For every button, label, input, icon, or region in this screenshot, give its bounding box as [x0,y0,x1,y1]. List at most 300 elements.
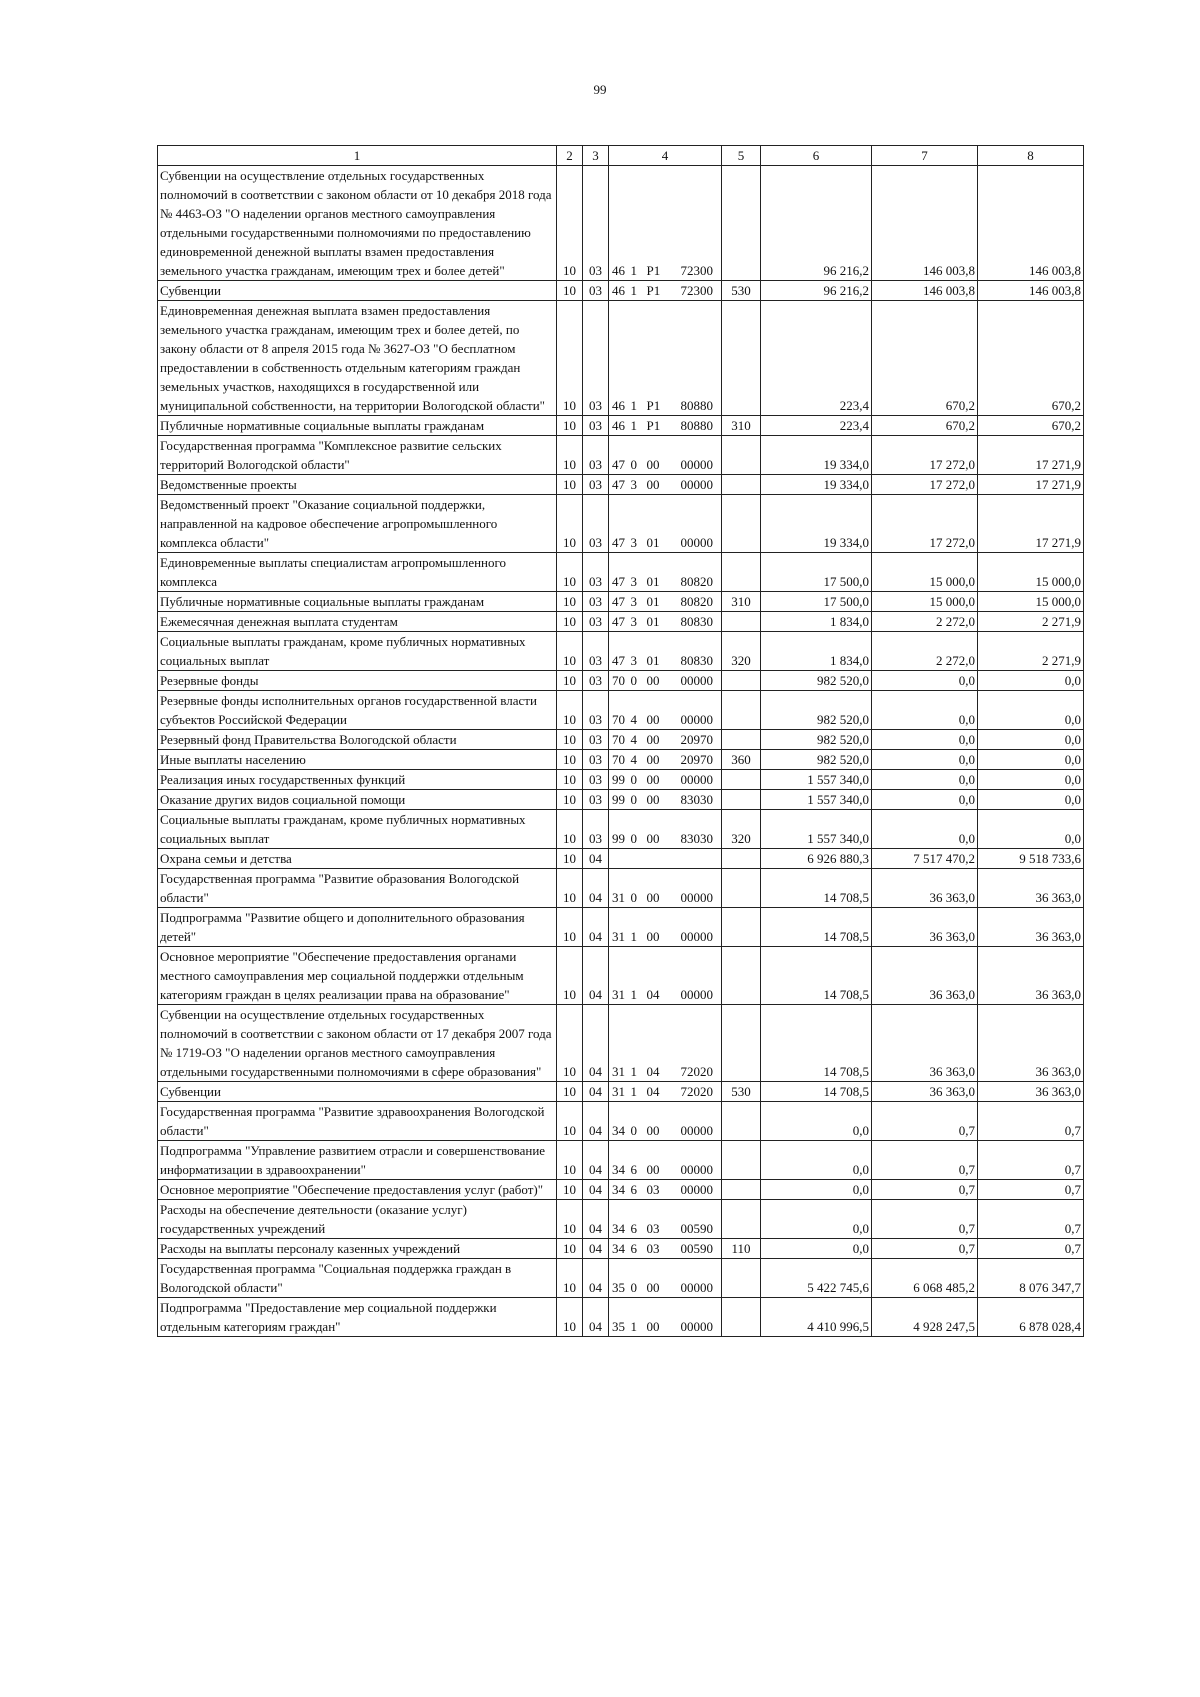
table-row [158,671,1084,691]
cell-name: Единовременные выплаты специалистам агропромышленного комплекса [158,553,557,592]
cell-direction: 00 [645,908,673,947]
cell-expense-type [722,849,761,869]
cell-program: 47 [609,612,629,632]
cell-amount-2: 0,7 [872,1180,978,1200]
cell-expense-code: 72020 [673,1082,722,1102]
cell-amount-1: 223,4 [761,416,872,436]
cell-name: Социальные выплаты гражданам, кроме публичных нормативных социальных выплат [158,632,557,671]
cell-subsection: 04 [583,1200,609,1239]
cell-subsection: 04 [583,947,609,1005]
table-row [158,612,1084,632]
cell-amount-1: 4 410 996,5 [761,1298,872,1337]
cell-direction: 00 [645,671,673,691]
cell-section: 10 [557,1259,583,1298]
cell-name: Единовременная денежная выплата взамен предоставления земельного участка гражданам, имеющим трех и более детей, по закону области от 8 апреля 2015 года № 3627-ОЗ "О бесплатном предоставлении в собственность отдельным категориям граждан земельных участков, находящихся в государственной или муниципальной собственности, на территории Вологодской области" [158,301,557,416]
cell-amount-1: 19 334,0 [761,475,872,495]
page-number: 99 [593,82,607,97]
cell-direction: 03 [645,1180,673,1200]
cell-section: 10 [557,1200,583,1239]
cell-amount-1: 0,0 [761,1141,872,1180]
cell-amount-1: 96 216,2 [761,281,872,301]
cell-subprogram: 3 [629,612,645,632]
cell-section: 10 [557,1082,583,1102]
cell-subsection: 04 [583,1102,609,1141]
table-row [158,1102,1084,1141]
cell-name: Основное мероприятие "Обеспечение предоставления органами местного самоуправления мер социальной поддержки отдельным категориям граждан в целях реализации права на образование" [158,947,557,1005]
cell-subsection: 03 [583,770,609,790]
cell-program: 70 [609,671,629,691]
cell-amount-2: 15 000,0 [872,592,978,612]
cell-name: Социальные выплаты гражданам, кроме публичных нормативных социальных выплат [158,810,557,849]
cell-expense-code: 72300 [673,166,722,281]
cell-amount-3: 0,7 [978,1239,1084,1259]
cell-amount-2: 0,7 [872,1200,978,1239]
cell-amount-1: 17 500,0 [761,592,872,612]
cell-subprogram: 1 [629,1005,645,1082]
cell-amount-3: 0,0 [978,750,1084,770]
cell-subprogram: 1 [629,908,645,947]
cell-subprogram: 0 [629,770,645,790]
cell-program: 46 [609,301,629,416]
cell-amount-1: 14 708,5 [761,1005,872,1082]
cell-section: 10 [557,790,583,810]
cell-name: Реализация иных государственных функций [158,770,557,790]
cell-expense-type [722,436,761,475]
cell-amount-3: 36 363,0 [978,908,1084,947]
cell-amount-2: 0,0 [872,730,978,750]
cell-amount-3: 670,2 [978,416,1084,436]
cell-expense-code: 80880 [673,416,722,436]
table-row [158,1180,1084,1200]
table-row [158,1239,1084,1259]
cell-amount-3: 36 363,0 [978,947,1084,1005]
cell-program: 47 [609,436,629,475]
cell-amount-2: 2 272,0 [872,632,978,671]
cell-amount-3: 15 000,0 [978,553,1084,592]
cell-subprogram: 4 [629,750,645,770]
cell-amount-2: 0,0 [872,671,978,691]
cell-amount-2: 0,7 [872,1102,978,1141]
cell-subprogram: 0 [629,436,645,475]
cell-name: Резервные фонды [158,671,557,691]
table-row [158,475,1084,495]
cell-expense-type [722,691,761,730]
cell-direction: 00 [645,1259,673,1298]
cell-name: Подпрограмма "Развитие общего и дополнительного образования детей" [158,908,557,947]
cell-direction: 00 [645,1298,673,1337]
cell-subprogram: 0 [629,1102,645,1141]
cell-amount-3: 146 003,8 [978,281,1084,301]
cell-subprogram: 6 [629,1239,645,1259]
cell-expense-code: 00000 [673,1259,722,1298]
cell-subprogram: 3 [629,553,645,592]
cell-direction: 00 [645,770,673,790]
cell-expense-code: 00000 [673,1102,722,1141]
cell-subsection: 03 [583,632,609,671]
cell-amount-3: 0,0 [978,730,1084,750]
cell-expense-code: 80880 [673,301,722,416]
header-col-5: 5 [722,146,761,166]
cell-amount-1: 982 520,0 [761,691,872,730]
cell-subsection: 03 [583,416,609,436]
cell-direction: 03 [645,1200,673,1239]
table-row [158,301,1084,416]
cell-amount-3: 0,0 [978,790,1084,810]
cell-expense-code: 00000 [673,1180,722,1200]
cell-section: 10 [557,1141,583,1180]
cell-section: 10 [557,475,583,495]
cell-amount-2: 0,0 [872,810,978,849]
cell-amount-1: 6 926 880,3 [761,849,872,869]
cell-subsection: 03 [583,750,609,770]
cell-direction: 00 [645,810,673,849]
cell-subsection: 04 [583,1298,609,1337]
cell-expense-code: 00590 [673,1239,722,1259]
cell-expense-code: 80820 [673,553,722,592]
cell-program: 35 [609,1298,629,1337]
cell-program: 34 [609,1102,629,1141]
cell-subprogram: 3 [629,475,645,495]
cell-amount-1: 19 334,0 [761,436,872,475]
cell-amount-2: 36 363,0 [872,1082,978,1102]
cell-amount-1: 1 557 340,0 [761,790,872,810]
cell-direction: 01 [645,632,673,671]
cell-name: Субвенции [158,281,557,301]
cell-program: 70 [609,730,629,750]
table-row [158,691,1084,730]
cell-name: Публичные нормативные социальные выплаты гражданам [158,592,557,612]
cell-name: Ведомственный проект "Оказание социальной поддержки, направленной на кадровое обеспечение агропромышленного комплекса области" [158,495,557,553]
header-col-1: 1 [158,146,557,166]
cell-direction: 03 [645,1239,673,1259]
cell-section: 10 [557,592,583,612]
cell-expense-type [722,790,761,810]
cell-subsection: 03 [583,671,609,691]
cell-amount-3: 36 363,0 [978,1082,1084,1102]
cell-direction: 00 [645,475,673,495]
cell-amount-1: 1 834,0 [761,632,872,671]
cell-expense-type [722,1141,761,1180]
cell-amount-1: 14 708,5 [761,1082,872,1102]
cell-direction: P1 [645,166,673,281]
cell-amount-2: 2 272,0 [872,612,978,632]
cell-expense-type [722,1005,761,1082]
cell-program: 46 [609,416,629,436]
cell-section: 10 [557,612,583,632]
cell-name: Субвенции на осуществление отдельных государственных полномочий в соответствии с законом области от 17 декабря 2007 года № 1719-ОЗ "О наделении органов местного самоуправления отдельными государственными полномочиями в сфере образования" [158,1005,557,1082]
table-row [158,1141,1084,1180]
cell-amount-2: 36 363,0 [872,1005,978,1082]
cell-direction: 00 [645,436,673,475]
cell-amount-1: 982 520,0 [761,671,872,691]
cell-amount-3: 0,0 [978,770,1084,790]
cell-direction [645,849,673,869]
cell-expense-type [722,166,761,281]
cell-expense-code: 20970 [673,730,722,750]
cell-amount-2: 0,0 [872,750,978,770]
cell-expense-code: 00000 [673,908,722,947]
cell-expense-type: 530 [722,281,761,301]
cell-section: 10 [557,1180,583,1200]
cell-expense-code: 00000 [673,475,722,495]
cell-amount-2: 0,0 [872,790,978,810]
cell-amount-2: 36 363,0 [872,869,978,908]
cell-direction: 04 [645,947,673,1005]
cell-amount-2: 0,0 [872,770,978,790]
cell-amount-1: 5 422 745,6 [761,1259,872,1298]
cell-name: Государственная программа "Комплексное развитие сельских территорий Вологодской области" [158,436,557,475]
cell-subsection: 04 [583,1141,609,1180]
cell-expense-code: 00000 [673,495,722,553]
cell-subsection: 03 [583,166,609,281]
cell-amount-2: 0,7 [872,1239,978,1259]
cell-amount-3: 17 271,9 [978,436,1084,475]
cell-amount-2: 36 363,0 [872,947,978,1005]
cell-amount-2: 17 272,0 [872,495,978,553]
table-row [158,281,1084,301]
header-col-2: 2 [557,146,583,166]
cell-name: Иные выплаты населению [158,750,557,770]
cell-amount-1: 1 557 340,0 [761,810,872,849]
cell-amount-3: 0,7 [978,1180,1084,1200]
table-row [158,1200,1084,1239]
table-row [158,770,1084,790]
cell-amount-1: 14 708,5 [761,908,872,947]
cell-subprogram: 1 [629,1298,645,1337]
cell-expense-type [722,1259,761,1298]
cell-subsection: 03 [583,790,609,810]
cell-amount-1: 982 520,0 [761,730,872,750]
cell-expense-code: 00000 [673,436,722,475]
cell-program: 47 [609,632,629,671]
cell-program: 31 [609,908,629,947]
cell-expense-code: 72300 [673,281,722,301]
cell-amount-3: 2 271,9 [978,632,1084,671]
cell-subsection: 03 [583,475,609,495]
cell-direction: 01 [645,612,673,632]
cell-section: 10 [557,869,583,908]
cell-expense-code: 20970 [673,750,722,770]
cell-program: 46 [609,281,629,301]
cell-subprogram: 1 [629,416,645,436]
cell-expense-code: 83030 [673,810,722,849]
cell-expense-code: 00000 [673,671,722,691]
cell-program: 99 [609,790,629,810]
cell-amount-3: 0,0 [978,810,1084,849]
cell-subsection: 03 [583,301,609,416]
cell-section: 10 [557,553,583,592]
cell-amount-3: 146 003,8 [978,166,1084,281]
cell-amount-3: 0,0 [978,691,1084,730]
cell-expense-type [722,553,761,592]
cell-amount-1: 982 520,0 [761,750,872,770]
cell-section: 10 [557,416,583,436]
cell-section: 10 [557,632,583,671]
table-row [158,849,1084,869]
cell-subprogram: 1 [629,166,645,281]
cell-expense-type: 530 [722,1082,761,1102]
cell-direction: P1 [645,281,673,301]
header-col-7: 7 [872,146,978,166]
cell-section: 10 [557,436,583,475]
cell-direction: 00 [645,1141,673,1180]
table-row [158,810,1084,849]
cell-name: Субвенции на осуществление отдельных государственных полномочий в соответствии с законом области от 10 декабря 2018 года № 4463-ОЗ "О наделении органов местного самоуправления отдельными государственными полномочиями по предоставлению единовременной денежной выплаты взамен предоставления земельного участка гражданам, имеющим трех и более детей" [158,166,557,281]
cell-amount-1: 1 557 340,0 [761,770,872,790]
cell-subprogram: 0 [629,790,645,810]
cell-amount-2: 670,2 [872,416,978,436]
table-row [158,1005,1084,1082]
cell-name: Подпрограмма "Предоставление мер социальной поддержки отдельным категориям граждан" [158,1298,557,1337]
cell-expense-type [722,908,761,947]
cell-program: 70 [609,691,629,730]
cell-section: 10 [557,1102,583,1141]
cell-program: 47 [609,592,629,612]
cell-name: Ведомственные проекты [158,475,557,495]
cell-subsection: 03 [583,810,609,849]
cell-subprogram: 1 [629,1082,645,1102]
cell-amount-3: 15 000,0 [978,592,1084,612]
cell-expense-type [722,869,761,908]
cell-section: 10 [557,1239,583,1259]
cell-section: 10 [557,1298,583,1337]
cell-name: Субвенции [158,1082,557,1102]
table-row [158,166,1084,281]
cell-amount-2: 146 003,8 [872,281,978,301]
cell-direction: 00 [645,1102,673,1141]
table-body [158,166,1084,1337]
cell-subsection: 03 [583,730,609,750]
cell-subprogram: 1 [629,281,645,301]
cell-section: 10 [557,947,583,1005]
cell-amount-2: 7 517 470,2 [872,849,978,869]
header-col-6: 6 [761,146,872,166]
cell-subprogram: 4 [629,691,645,730]
cell-amount-1: 14 708,5 [761,869,872,908]
cell-section: 10 [557,281,583,301]
cell-expense-type [722,671,761,691]
cell-program: 46 [609,166,629,281]
cell-amount-2: 36 363,0 [872,908,978,947]
cell-expense-code: 00000 [673,770,722,790]
cell-section: 10 [557,730,583,750]
cell-amount-1: 0,0 [761,1180,872,1200]
cell-direction: 01 [645,592,673,612]
cell-program: 31 [609,1082,629,1102]
cell-expense-type [722,770,761,790]
cell-expense-code: 00000 [673,691,722,730]
cell-expense-type [722,495,761,553]
cell-direction: 04 [645,1005,673,1082]
cell-direction: P1 [645,416,673,436]
cell-expense-type: 360 [722,750,761,770]
cell-subsection: 04 [583,1239,609,1259]
cell-expense-code [673,849,722,869]
cell-expense-type: 320 [722,810,761,849]
cell-subsection: 04 [583,1005,609,1082]
cell-name: Резервный фонд Правительства Вологодской области [158,730,557,750]
table-row [158,632,1084,671]
cell-program: 47 [609,553,629,592]
cell-amount-2: 17 272,0 [872,436,978,475]
cell-amount-2: 0,7 [872,1141,978,1180]
cell-subprogram: 6 [629,1200,645,1239]
cell-subprogram: 0 [629,1259,645,1298]
table-row [158,750,1084,770]
cell-name: Государственная программа "Развитие образования Вологодской области" [158,869,557,908]
cell-expense-type: 310 [722,592,761,612]
table-row [158,730,1084,750]
budget-table [157,145,1084,1337]
cell-amount-3: 17 271,9 [978,475,1084,495]
cell-amount-3: 0,7 [978,1141,1084,1180]
cell-program: 34 [609,1239,629,1259]
cell-program: 34 [609,1141,629,1180]
cell-amount-2: 17 272,0 [872,475,978,495]
cell-direction: 01 [645,495,673,553]
cell-name: Основное мероприятие "Обеспечение предоставления услуг (работ)" [158,1180,557,1200]
cell-subprogram: 6 [629,1141,645,1180]
cell-amount-1: 0,0 [761,1102,872,1141]
cell-name: Публичные нормативные социальные выплаты гражданам [158,416,557,436]
cell-subsection: 04 [583,908,609,947]
cell-amount-3: 6 878 028,4 [978,1298,1084,1337]
cell-subsection: 04 [583,1180,609,1200]
cell-amount-1: 0,0 [761,1200,872,1239]
cell-subprogram: 3 [629,495,645,553]
cell-expense-code: 80830 [673,612,722,632]
cell-expense-code: 00000 [673,1141,722,1180]
cell-amount-2: 146 003,8 [872,166,978,281]
cell-amount-3: 0,7 [978,1102,1084,1141]
cell-amount-3: 17 271,9 [978,495,1084,553]
cell-subsection: 03 [583,592,609,612]
cell-section: 10 [557,166,583,281]
cell-name: Ежемесячная денежная выплата студентам [158,612,557,632]
cell-subprogram: 4 [629,730,645,750]
table-row [158,1259,1084,1298]
table-row [158,553,1084,592]
cell-program [609,849,629,869]
cell-subsection: 03 [583,553,609,592]
cell-name: Государственная программа "Социальная поддержка граждан в Вологодской области" [158,1259,557,1298]
cell-expense-type [722,947,761,1005]
cell-expense-code: 00000 [673,947,722,1005]
cell-program: 31 [609,869,629,908]
cell-expense-code: 00590 [673,1200,722,1239]
cell-program: 34 [609,1200,629,1239]
cell-subsection: 03 [583,495,609,553]
cell-program: 47 [609,495,629,553]
cell-amount-1: 17 500,0 [761,553,872,592]
table-row [158,436,1084,475]
cell-amount-2: 0,0 [872,691,978,730]
cell-subprogram [629,849,645,869]
cell-subprogram: 1 [629,301,645,416]
cell-subsection: 03 [583,612,609,632]
table-row [158,416,1084,436]
cell-program: 31 [609,947,629,1005]
cell-subprogram: 0 [629,671,645,691]
cell-section: 10 [557,1005,583,1082]
cell-direction: 00 [645,869,673,908]
cell-program: 35 [609,1259,629,1298]
cell-subsection: 03 [583,691,609,730]
cell-expense-code: 80830 [673,632,722,671]
cell-subprogram: 1 [629,947,645,1005]
cell-expense-type: 310 [722,416,761,436]
table-row [158,790,1084,810]
